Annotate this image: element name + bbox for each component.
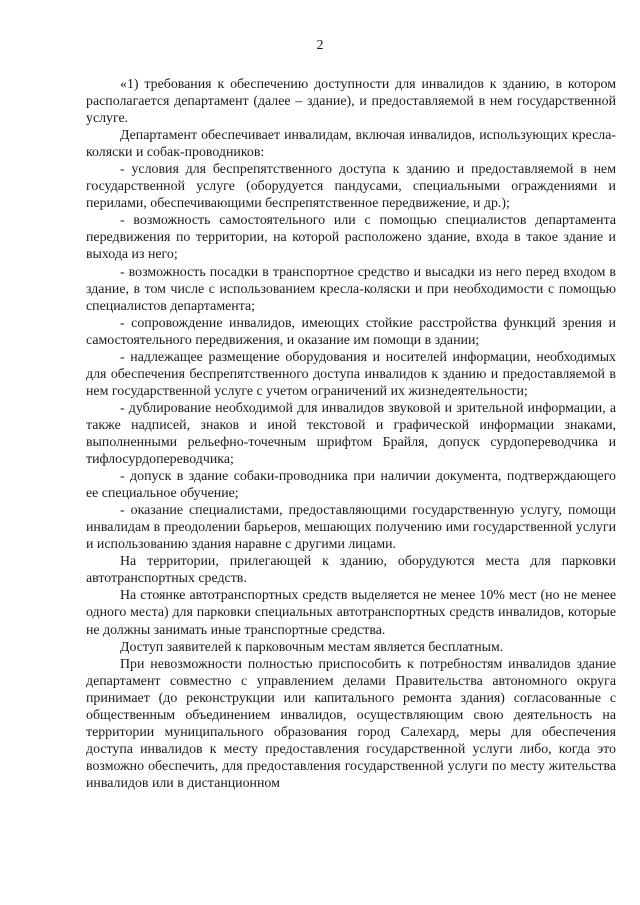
list-item-information-duplication: - дублирование необходимой для инвалидов звуковой и зрительной информации, а также надписей, знаков и иной текстовой и графической информации знаками, выполненными рельефно-точечным шрифтом Брайля, допуск сурдопереводчика и тифлосурдопереводчика; [86, 400, 616, 468]
list-item-vehicle-boarding: - возможность посадки в транспортное средство и высадки из него перед входом в здание, в том числе с использованием кресла-коляски и при необходимости с помощью специалистов департамента; [86, 264, 616, 314]
list-item-guide-dog-admission: - допуск в здание собаки-проводника при наличии документа, подтверждающего ее специальное обучение; [86, 469, 616, 502]
paragraph-parking-free: Доступ заявителей к парковочным местам является бесплатным. [120, 639, 504, 655]
paragraph-parking-quota: На стоянке автотранспортных средств выделяется не менее 10% мест (но не менее одного места) для парковки специальных автотранспортных средств инвалидов, которые не должны занимать иные транспортные средства. [86, 588, 616, 638]
paragraph-requirements-intro: «1) требования к обеспечению доступности для инвалидов к зданию, в котором располагается департамент (далее – здание), и предоставляемой в нем государственной услуге. [86, 77, 616, 127]
list-item-escort: - сопровождение инвалидов, имеющих стойкие расстройства функций зрения и самостоятельного передвижения, и оказание им помощи в здании; [86, 315, 616, 348]
list-item-staff-assistance: - оказание специалистами, предоставляющими государственную услугу, помощи инвалидам в преодолении барьеров, мешающих получению ими государственной услуги и использованию здания наравне с другими лицами. [86, 503, 616, 553]
paragraph-parking-area: На территории, прилегающей к зданию, оборудуются места для парковки автотранспортных средств. [86, 554, 616, 587]
paragraph-adaptation-measures: При невозможности полностью приспособить к потребностям инвалидов здание департамент совместно с управлением делами Правительства автономного округа принимает (до реконструкции или капитального ремонта здания) согласованные с общественным объединением инвалидов, осуществляющим свою деятельность на территории муниципального образования город Салехард, меры для обеспечения доступа инвалидов к месту предоставления государственной услуги либо, когда это возможно обеспечить, для предоставления государственной услуги по месту жительства инвалидов или в дистанционном [86, 656, 616, 791]
list-item-independent-movement: - возможность самостоятельного или с помощью специалистов департамента передвижения по территории, на которой расположено здание, входа в такое здание и выхода из него; [86, 213, 616, 263]
page-number: 2 [316, 38, 324, 53]
list-item-equipment-placement: - надлежащее размещение оборудования и носителей информации, необходимых для обеспечения беспрепятственного доступа инвалидов к зданию и предоставляемой в нем государственной услуге с учетом ограничений их жизнедеятельности; [86, 349, 616, 399]
paragraph-department-provides: Департамент обеспечивает инвалидам, включая инвалидов, использующих кресла-коляски и собак-проводников: [86, 128, 616, 161]
document-body [86, 76, 616, 792]
list-item-access-conditions: - условия для беспрепятственного доступа к зданию и предоставляемой в нем государственной услуге (оборудуется пандусами, специальными ограждениями и перилами, обеспечивающими беспрепятственное передвижение, и др.); [86, 162, 616, 212]
